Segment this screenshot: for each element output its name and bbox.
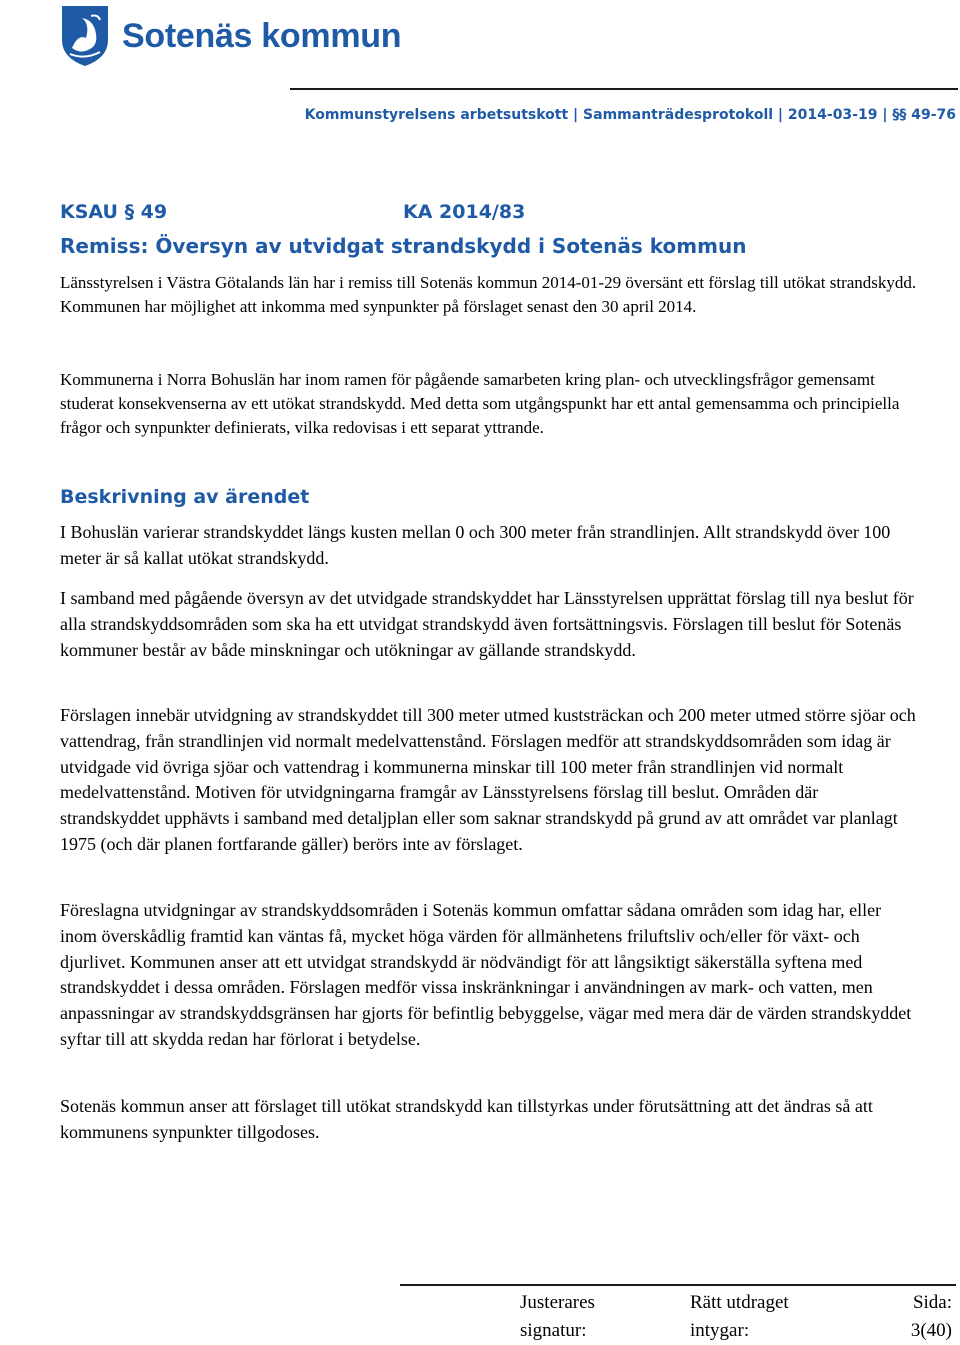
certification-label-2: intygar: [690, 1320, 750, 1341]
protocol-header [305, 107, 956, 123]
paragraph-4: I samband med pågående översyn av det utvidgade strandskyddet har Länsstyrelsen upprättat förslag till nya beslut för alla strandskyddsområden som ska ha ett utvidgat strandskydd även fortsättningsvis. Förslagen till beslut för Sotenäs kommuner består av både minskningar och utökningar av gällande strandskydd. [60, 588, 914, 660]
protocol-title: Kommunstyrelsens arbetsutskott | Sammanträdesprotokoll | 2014-03-19 | [304, 107, 888, 123]
case-title: Remiss: Översyn av utvidgat strandskydd i Sotenäs kommun [60, 234, 747, 258]
org-name: Sotenäs kommun [122, 16, 402, 55]
footer-divider [400, 1284, 956, 1286]
page-number-field [911, 1289, 952, 1345]
case-ka: KA 2014/83 [403, 201, 526, 223]
case-ksau: KSAU § 49 [60, 201, 168, 223]
paragraph-7: Sotenäs kommun anser att förslaget till utökat strandskydd kan tillstyrkas under förutsättning att det ändras så att kommunens synpunkter tillgodoses. [60, 1096, 873, 1142]
paragraph-2: Kommunerna i Norra Bohuslän har inom ramen för pågående samarbeten kring plan- och utvecklingsfrågor gemensamt studerat konsekvenserna av ett utökat strandskydd. Med detta som utgångspunkt har ett antal gemensamma och principiella frågor och synpunkter definierats, vilka redovisas i ett separat yttrande. [60, 370, 900, 437]
signature-field [520, 1289, 595, 1345]
signature-label-2: signatur: [520, 1320, 587, 1341]
signature-label-1: Justerares [520, 1292, 595, 1313]
intro-paragraph: Länsstyrelsen i Västra Götalands län har i remiss till Sotenäs kommun 2014-01-29 översänt ett förslag till utökat strandskydd. Kommunen har möjlighet att inkomma med synpunkter på förslaget senast den 30 april 2014. [60, 273, 917, 316]
logo [60, 4, 401, 68]
page-number: 3(40) [910, 1320, 952, 1341]
paragraph-5: Förslagen innebär utvidgning av strandskyddet till 300 meter utmed kuststräckan och 200 meter utmed större sjöar och vattendrag, från strandlinjen vid normalt medelvattenstånd. Förslagen medför att strandskyddsområden som idag är utvidgade vid övriga sjöar och vattendrag i kommunerna minskar till 100 meter från strandlinjen vid normalt medelvattenstånd. Motiven för utvidgningarna framgår av Länsstyrelsens förslag till beslut. Områden där strandskyddet upphävts i samband med detaljplan eller som saknar strandskydd på grund av att området var planlagt 1975 (och där planen fortfarande gäller) berörs inte av förslaget. [60, 705, 916, 854]
coat-of-arms-icon [60, 4, 110, 68]
case-line [60, 201, 526, 223]
paragraph-6: Föreslagna utvidgningar av strandskyddsområden i Sotenäs kommun omfattar sådana områden som idag har, eller inom överskådlig framtid kan väntas få, mycket höga värden för allmänhetens friluftsliv och/eller för växt- och djurlivet. Kommunen anser att ett utvidgat strandskydd är nödvändigt för att långsiktigt säkerställa syftena med strandskyddet i dessa områden. Förslagen medför vissa inskränkningar i användningen av mark- och vatten, men anpassningar av strandskyddsgränsen har gjorts för befintlig bebyggelse, vägar med mera där de värden strandskyddet syftar till att skydda redan har förlorat i betydelse. [60, 900, 912, 1049]
header-divider [290, 88, 958, 90]
paragraph-3: I Bohuslän varierar strandskyddet längs kusten mellan 0 och 300 meter från strandlinjen. Allt strandskydd över 100 meter är så kallat utökat strandskydd. [60, 522, 891, 568]
section-heading: Beskrivning av ärendet [60, 486, 310, 508]
certification-field [690, 1289, 789, 1345]
section-range: 49-76 [911, 107, 956, 123]
page-label: Sida: [912, 1292, 952, 1313]
section-symbols: §§ [892, 107, 907, 123]
certification-label-1: Rätt utdraget [690, 1292, 789, 1313]
